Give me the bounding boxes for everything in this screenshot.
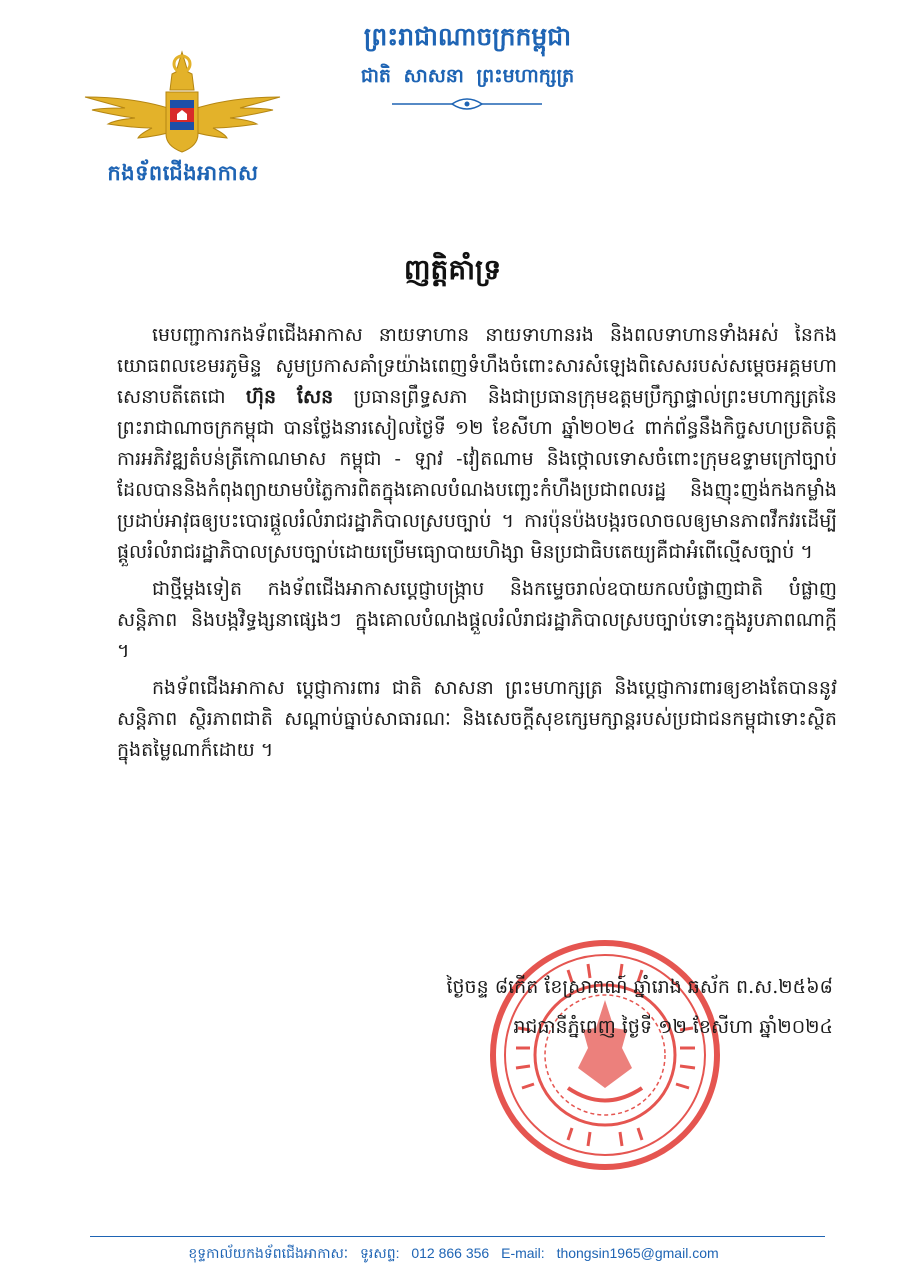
footer-office: ខុទ្ទកាល័យកងទ័ពជើងអាកាសៈ bbox=[188, 1245, 349, 1261]
paragraph-1-part-a: មេបញ្ជាការកងទ័ពជើងអាកាស នាយទាហាន នាយទាហានរង និងពលទាហានទាំងអស់ នៃកងយោធពលខេមរភូមិន្ទ សូមប្រកាសគាំទ្រយ៉ាងពេញទំហឹងចំពោះសារសំឡេងពិសេសរបស់សម្ដេចអគ្គមហាសេនាបតីតេជោ bbox=[117, 324, 837, 408]
tacteng-ornament bbox=[392, 96, 542, 112]
footer-phone: 012 866 356 bbox=[411, 1245, 490, 1261]
date-block bbox=[363, 972, 833, 1052]
solar-date: រាជធានីភ្នំពេញ ថ្ងៃទី ១២ ខែសីហា ឆ្នាំ២០២៤ bbox=[513, 1016, 833, 1038]
national-motto: ជាតិ សាសនា ព្រះមហាក្សត្រ bbox=[360, 65, 575, 87]
footer-divider bbox=[90, 1236, 825, 1237]
leader-name: ហ៊ុន សែន bbox=[245, 386, 334, 408]
document-title: ញត្តិគាំទ្រ bbox=[403, 253, 502, 286]
lunar-date: ថ្ងៃចន្ទ ៨កើត ខែស្រាពណ៍ ឆ្នាំរោង ឆស័ក ព.ស.២៥៦៨ bbox=[446, 976, 833, 998]
paragraph-3: កងទ័ពជើងអាកាស ប្ដេជ្ញាការពារ ជាតិ សាសនា ព្រះមហាក្សត្រ និងប្ដេជ្ញាការពារឲ្យខាងតែបាននូវសន្តិភាព ស្ថិរភាពជាតិ សណ្ដាប់ធ្នាប់សាធារណៈ និងសេចក្ដីសុខក្សេមក្សាន្តរបស់ប្រជាជនកម្ពុជាទោះស្ថិតក្នុងតម្លៃណាក៏ដោយ ។ bbox=[117, 677, 837, 761]
paragraph-1 bbox=[117, 320, 837, 568]
footer-contact bbox=[90, 1244, 825, 1265]
kingdom-heading: ព្រះរាជាណាចក្រកម្ពុជា bbox=[363, 22, 572, 51]
statement-body bbox=[117, 320, 837, 772]
paragraph-2: ជាថ្មីម្ដងទៀត កងទ័ពជើងអាកាសប្ដេជ្ញាបង្ក្រាប និងកម្ទេចរាល់ឧបាយកលបំផ្លាញជាតិ បំផ្លាញសន្តិភាព និងបង្កវិទ្ធង្សនាផ្សេងៗ ក្នុងគោលបំណងផ្ដួលរំលំរាជរដ្ឋាភិបាលស្របច្បាប់ទោះក្នុងរូបភាពណាក្ដី ។ bbox=[117, 578, 837, 662]
footer-email-label: E-mail: bbox=[501, 1245, 545, 1261]
footer-email[interactable]: thongsin1965@gmail.com bbox=[556, 1245, 719, 1261]
paragraph-1-part-b: ប្រធានព្រឹទ្ធសភា និងជាប្រធានក្រុមឧត្តមប្រឹក្សាផ្ទាល់ព្រះមហាក្សត្រនៃព្រះរាជាណាចក្រកម្ពុជា បានថ្លែងនារសៀលថ្ងៃទី ១២ ខែសីហា ឆ្នាំ២០២៤ ពាក់ព័ន្ធនឹងកិច្ចសហប្រតិបត្តិការអភិវឌ្ឍតំបន់ត្រីកោណមាស កម្ពុជា - ឡាវ -វៀតណាម និងថ្កោលទោសចំពោះក្រុមឧទ្ទាមក្រៅច្បាប់ដែលបាននិងកំពុងព្យាយាមបំភ្លៃការពិតក្នុងគោលបំណងបញ្ឆេះកំហឹងប្រជាពលរដ្ឋ និងញុះញង់កងកម្លាំងប្រដាប់អាវុធឲ្យបះបោរផ្ដួលរំលំរាជរដ្ឋាភិបាលស្របច្បាប់ ។ ការប៉ុនប៉ងបង្ករចលាចលឲ្យមានភាពវឹកវរដើម្បីផ្ដួលរំលំរាជរដ្ឋាភិបាលស្របច្បាប់ដោយប្រើមធ្យោបាយហិង្សា មិនប្រជាធិបតេយ្យគឺជាអំពើល្មើសច្បាប់ ។ bbox=[117, 386, 837, 563]
unit-name: កងទ័ពជើងអាកាស bbox=[107, 161, 259, 185]
footer-phone-label: ទូរសព្ទ: bbox=[360, 1245, 400, 1261]
